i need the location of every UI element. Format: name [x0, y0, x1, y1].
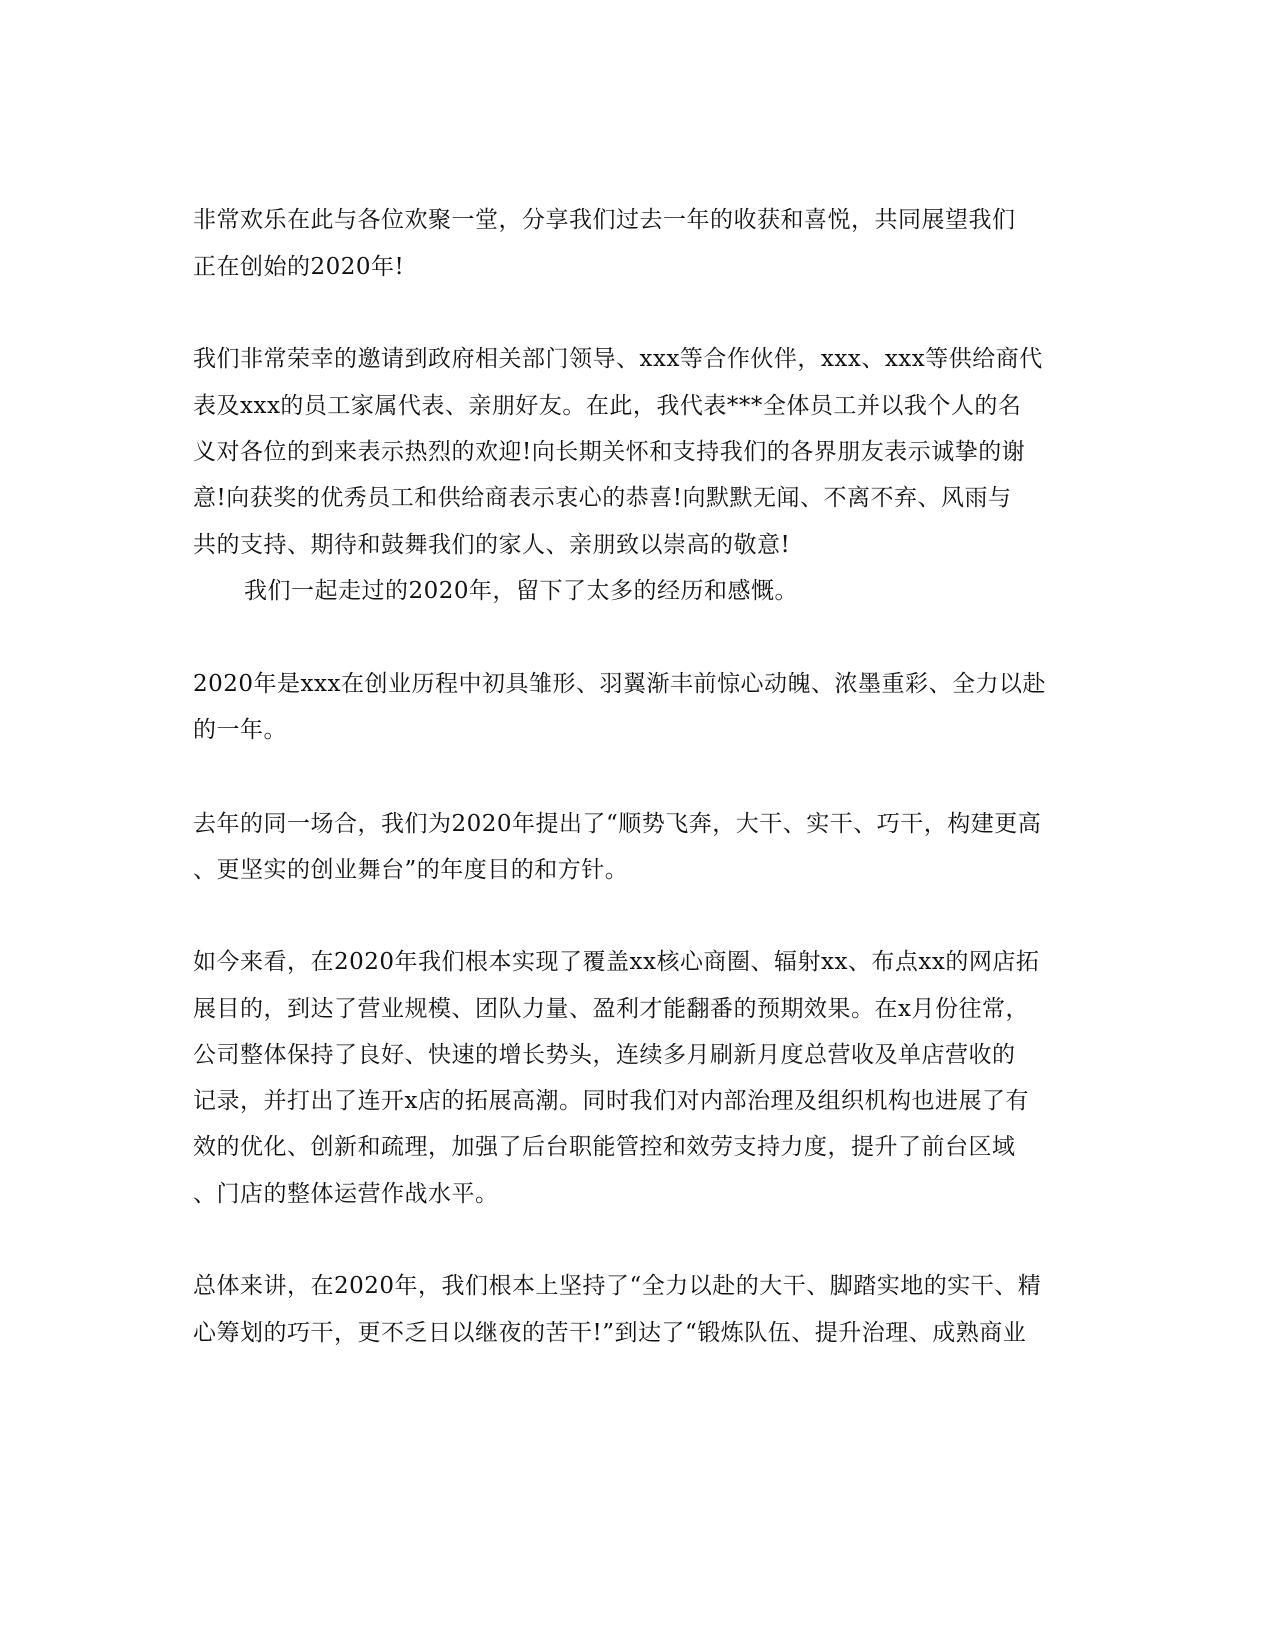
text-line: 表及xxx的员工家属代表、亲朋好友。在此，我代表***全体员工并以我个人的名 — [193, 393, 1022, 419]
text-line: 心筹划的巧干，更不乏日以继夜的苦干!”到达了“锻炼队伍、提升治理、成熟商业 — [193, 1320, 1027, 1346]
text-line: 意!向获奖的优秀员工和供给商表示衷心的恭喜!向默默无闻、不离不弃、风雨与 — [193, 485, 1012, 511]
text-line: 非常欢乐在此与各位欢聚一堂，分享我们过去一年的收获和喜悦，共同展望我们 — [193, 207, 1016, 233]
text-line: 总体来讲，在2020年，我们根本上坚持了“全力以赴的大干、脚踏实地的实干、精 — [193, 1273, 1042, 1299]
text-line: 记录，并打出了连开x店的拓展高潮。同时我们对内部治理及组织机构也进展了有 — [193, 1088, 1029, 1114]
text-line: 展目的，到达了营业规模、团队力量、盈利才能翻番的预期效果。在x月份往常， — [193, 996, 1029, 1022]
text-line: 的一年。 — [193, 717, 287, 743]
text-line: 效的优化、创新和疏理，加强了后台职能管控和效劳支持力度，提升了前台区域 — [193, 1134, 1016, 1160]
text-line: 、门店的整体运营作战水平。 — [193, 1181, 499, 1207]
text-line: 义对各位的到来表示热烈的欢迎!向长期关怀和支持我们的各界朋友表示诚挚的谢 — [193, 439, 1026, 465]
text-line: 、更坚实的创业舞台”的年度目的和方针。 — [193, 857, 629, 883]
text-line: 共的支持、期待和鼓舞我们的家人、亲朋致以崇高的敬意! — [193, 532, 791, 558]
text-line: 我们非常荣幸的邀请到政府相关部门领导、xxx等合作伙伴，xxx、xxx等供给商代 — [193, 346, 1043, 372]
text-line: 去年的同一场合，我们为2020年提出了“顺势飞奔，大干、实干、巧干，构建更高 — [193, 811, 1042, 837]
text-line: 正在创始的2020年! — [193, 254, 405, 280]
text-line: 如今来看，在2020年我们根本实现了覆盖xx核心商圈、辐射xx、布点xx的网店拓 — [193, 949, 1040, 975]
text-line: 我们一起走过的2020年，留下了太多的经历和感慨。 — [244, 578, 799, 604]
text-line: 公司整体保持了良好、快速的增长势头，连续多月刷新月度总营收及单店营收的 — [193, 1042, 1016, 1068]
text-line: 2020年是xxx在创业历程中初具雏形、羽翼渐丰前惊心动魄、浓墨重彩、全力以赴 — [193, 671, 1046, 697]
